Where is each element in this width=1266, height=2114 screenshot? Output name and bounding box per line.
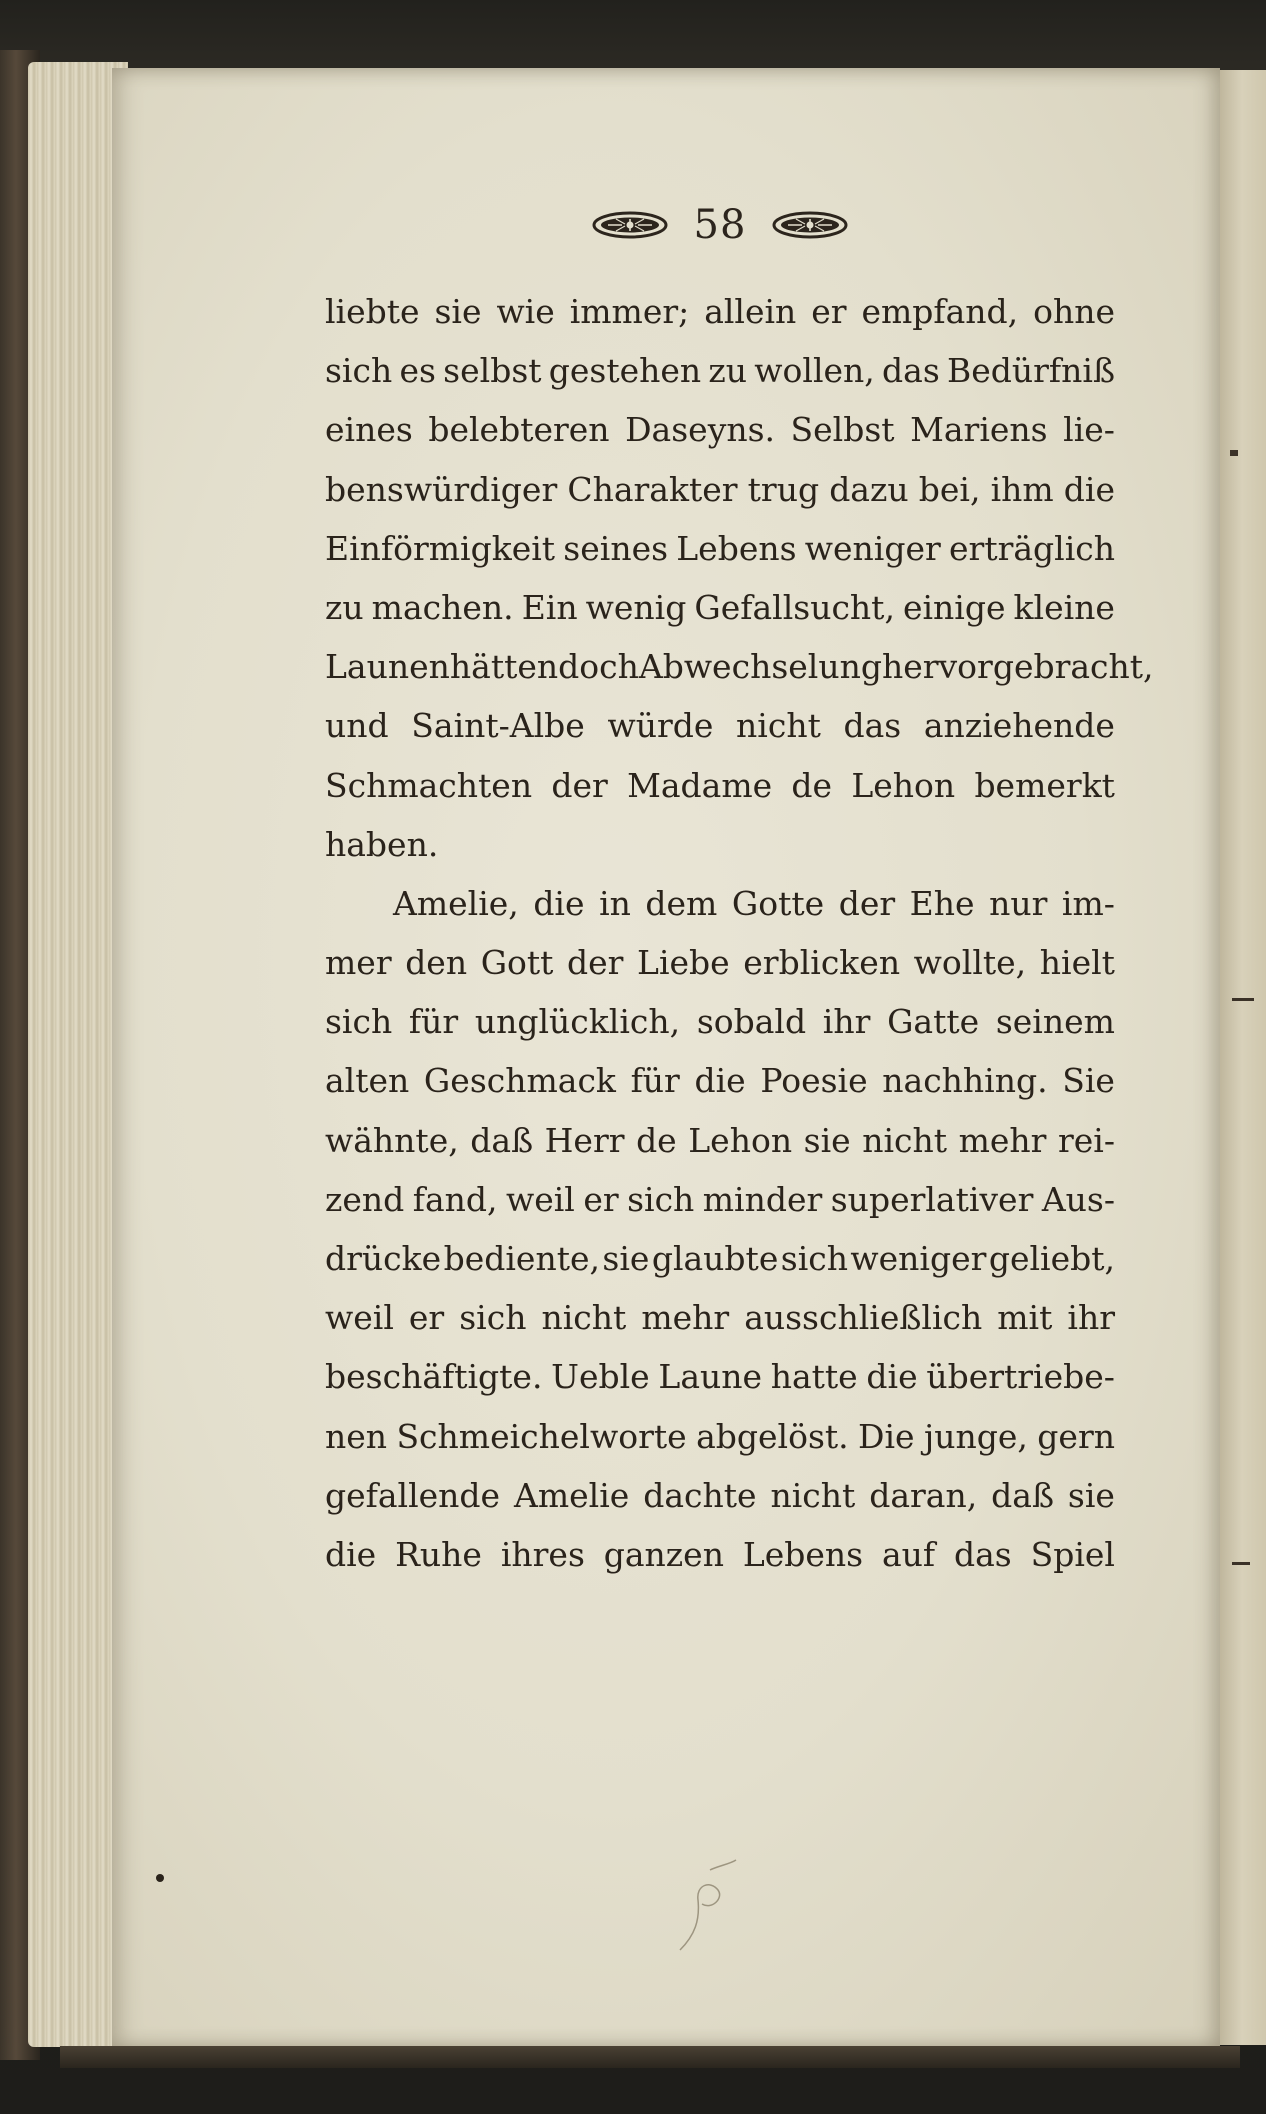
- word: seinem: [995, 1002, 1115, 1042]
- word: Daseyns.: [625, 410, 776, 450]
- word: immer;: [569, 292, 690, 331]
- text-line: [325, 696, 1115, 755]
- word: den: [405, 943, 468, 983]
- word: liebte: [325, 292, 420, 331]
- text-line: [325, 815, 1115, 874]
- word: wähnte,: [325, 1120, 459, 1160]
- word: Geschmack: [423, 1061, 616, 1101]
- word: weil: [325, 1298, 394, 1338]
- word: Amelie,: [393, 883, 519, 923]
- word: erträglich: [949, 528, 1115, 568]
- word: daß: [991, 1475, 1054, 1515]
- word: Gatte: [887, 1002, 980, 1042]
- word: ihr: [1067, 1298, 1115, 1338]
- word: belebteren: [428, 410, 610, 450]
- word: bemerkt: [974, 765, 1115, 805]
- word: es: [399, 351, 436, 391]
- word: trug: [747, 469, 820, 509]
- page-header: [570, 200, 870, 250]
- word: das: [954, 1534, 1012, 1574]
- word: die: [866, 1357, 918, 1397]
- word: Die: [858, 1416, 915, 1456]
- word: daß: [470, 1120, 534, 1160]
- word: einige: [902, 587, 1006, 627]
- word: sich: [325, 351, 393, 391]
- word: Ein: [521, 587, 578, 627]
- word: ausschließlich: [744, 1298, 983, 1338]
- pencil-scribble-icon: [640, 1840, 760, 1960]
- word: haben.: [325, 824, 439, 864]
- word: alten: [325, 1061, 410, 1101]
- left-ornament-icon: [592, 210, 668, 240]
- body-text: [325, 282, 1154, 1584]
- word: mehr: [958, 1120, 1047, 1160]
- word: sie: [434, 292, 482, 331]
- word: junge,: [924, 1416, 1028, 1456]
- word: gern: [1037, 1416, 1115, 1456]
- word: Gott: [480, 943, 554, 983]
- word: Poesie: [760, 1061, 868, 1101]
- text-line: [325, 341, 1115, 400]
- word: anziehende: [923, 706, 1115, 746]
- text-line: [325, 1288, 1115, 1347]
- ink-dot: [156, 1874, 164, 1882]
- word: zu: [708, 351, 748, 391]
- word: ganzen: [603, 1534, 724, 1574]
- text-line: [325, 933, 1115, 992]
- word: Abwechselung: [638, 647, 882, 687]
- word: weniger: [850, 1239, 987, 1278]
- text-line: [325, 1111, 1115, 1170]
- word: ihres: [500, 1534, 585, 1574]
- word: hätten: [449, 647, 559, 687]
- word: wie: [496, 292, 555, 331]
- word: wenig: [585, 587, 687, 627]
- word: hatte: [770, 1357, 858, 1397]
- word: in: [599, 883, 631, 923]
- word: er: [811, 292, 847, 331]
- text-line: [325, 400, 1115, 459]
- word: drücke: [325, 1239, 442, 1278]
- right-ornament-icon: [772, 210, 848, 240]
- word: erblicken: [743, 943, 901, 983]
- word: und: [325, 706, 389, 746]
- word: dem: [645, 883, 718, 923]
- word: nicht: [770, 1475, 856, 1515]
- word: superlativer: [830, 1179, 1034, 1219]
- word: sie: [602, 1239, 650, 1278]
- word: hielt: [1039, 943, 1115, 983]
- word: wollen,: [754, 351, 875, 391]
- word: daran,: [869, 1475, 978, 1515]
- word: allein: [704, 292, 797, 331]
- text-line: [325, 1229, 1115, 1288]
- word: beschäftigte.: [325, 1357, 543, 1397]
- word: Amelie: [514, 1475, 630, 1515]
- word: minder: [702, 1179, 823, 1219]
- word: machen.: [371, 587, 514, 627]
- word: unglücklich,: [474, 1002, 681, 1042]
- word: die: [694, 1061, 746, 1101]
- word: Einförmigkeit: [325, 528, 556, 568]
- word: für: [630, 1061, 680, 1101]
- word: er: [408, 1298, 445, 1338]
- word: benswürdiger: [325, 469, 558, 509]
- word: sie: [803, 1120, 851, 1160]
- word: das: [843, 706, 902, 746]
- word: gestehen: [548, 351, 702, 391]
- word: der: [567, 943, 624, 983]
- word: doch: [558, 647, 639, 687]
- text-line: [325, 282, 1115, 341]
- text-line: [325, 1170, 1115, 1229]
- word: selbst: [443, 351, 542, 391]
- book-bottom-edge: [60, 2046, 1240, 2068]
- word: gefallende: [325, 1475, 501, 1515]
- word: glaubte: [651, 1239, 779, 1278]
- margin-mark: [1232, 1562, 1250, 1565]
- word: Ruhe: [395, 1534, 482, 1574]
- word: Ueble: [551, 1357, 650, 1397]
- word: Lebens: [742, 1534, 864, 1574]
- page-number: 58: [693, 202, 747, 248]
- text-line: [325, 874, 1115, 933]
- word: fand,: [412, 1179, 498, 1219]
- word: Herr: [544, 1120, 625, 1160]
- word: Gefallsucht,: [694, 587, 895, 627]
- word: nachhing.: [882, 1061, 1048, 1101]
- word: nur: [989, 883, 1048, 923]
- word: nicht: [541, 1298, 627, 1338]
- word: seines: [563, 528, 669, 568]
- word: im-: [1061, 883, 1115, 923]
- word: ohne: [1033, 292, 1115, 331]
- word: kleine: [1013, 587, 1115, 627]
- word: dachte: [643, 1475, 757, 1515]
- word: Lehon: [688, 1120, 793, 1160]
- word: Mariens: [910, 410, 1048, 450]
- word: Schmachten: [325, 765, 533, 805]
- word: zend: [325, 1179, 405, 1219]
- word: abgelöst.: [696, 1416, 849, 1456]
- text-line: [325, 756, 1115, 815]
- word: die: [533, 883, 585, 923]
- word: Laune: [658, 1357, 763, 1397]
- word: Lebens: [676, 528, 797, 568]
- word: de: [791, 765, 833, 805]
- word: Sie: [1062, 1061, 1115, 1101]
- word: zu: [325, 587, 364, 627]
- word: die: [325, 1534, 377, 1574]
- word: Selbst: [790, 410, 895, 450]
- word: Saint-Albe: [411, 706, 585, 746]
- word: Spiel: [1030, 1534, 1115, 1574]
- word: rei-: [1057, 1120, 1115, 1160]
- text-line: [325, 1407, 1115, 1466]
- facing-page-edge: [1218, 70, 1266, 2045]
- word: der: [551, 765, 608, 805]
- word: mer: [325, 943, 392, 983]
- text-line: [325, 578, 1115, 637]
- word: er: [583, 1179, 619, 1219]
- word: übertriebe-: [926, 1357, 1115, 1397]
- word: nicht: [862, 1120, 948, 1160]
- text-line: [325, 992, 1115, 1051]
- text-line: [325, 460, 1115, 519]
- word: hervorgebracht,: [881, 647, 1154, 687]
- word: empfand,: [861, 292, 1019, 331]
- word: weil: [505, 1179, 575, 1219]
- word: de: [636, 1120, 677, 1160]
- text-line: [325, 1466, 1115, 1525]
- text-line: [325, 637, 1154, 696]
- word: die: [1063, 469, 1115, 509]
- word: ihm: [990, 469, 1054, 509]
- word: sie: [1067, 1475, 1115, 1515]
- word: Gotte: [731, 883, 825, 923]
- word: Bedürfniß: [946, 351, 1115, 391]
- word: bei,: [918, 469, 981, 509]
- word: mit: [997, 1298, 1053, 1338]
- word: Madame: [627, 765, 773, 805]
- text-line: [325, 1347, 1115, 1406]
- word: dazu: [829, 469, 909, 509]
- word: für: [408, 1002, 459, 1042]
- margin-mark: [1232, 998, 1254, 1001]
- word: Launen: [325, 647, 450, 687]
- word: der: [838, 883, 896, 923]
- word: sich: [325, 1002, 393, 1042]
- word: weniger: [804, 528, 941, 568]
- word: lie-: [1063, 410, 1115, 450]
- text-line: [325, 1525, 1115, 1584]
- word: nicht: [736, 706, 821, 746]
- word: Aus-: [1041, 1179, 1115, 1219]
- word: Lehon: [851, 765, 956, 805]
- word: sich: [780, 1239, 848, 1278]
- word: mehr: [641, 1298, 730, 1338]
- word: Charakter: [567, 469, 738, 509]
- word: nen: [325, 1416, 388, 1456]
- word: auf: [881, 1534, 936, 1574]
- word: Liebe: [637, 943, 730, 983]
- word: sich: [627, 1179, 695, 1219]
- word: sobald: [696, 1002, 807, 1042]
- word: Schmeichelworte: [396, 1416, 687, 1456]
- word: würde: [607, 706, 714, 746]
- word: das: [882, 351, 940, 391]
- text-line: [325, 519, 1115, 578]
- word: sich: [459, 1298, 527, 1338]
- word: Ehe: [909, 883, 975, 923]
- word: bediente,: [443, 1239, 600, 1278]
- word: ihr: [822, 1002, 871, 1042]
- word: eines: [325, 410, 413, 450]
- text-line: [325, 1051, 1115, 1110]
- margin-mark: [1230, 450, 1238, 456]
- word: wollte,: [913, 943, 1027, 983]
- word: geliebt,: [988, 1239, 1115, 1278]
